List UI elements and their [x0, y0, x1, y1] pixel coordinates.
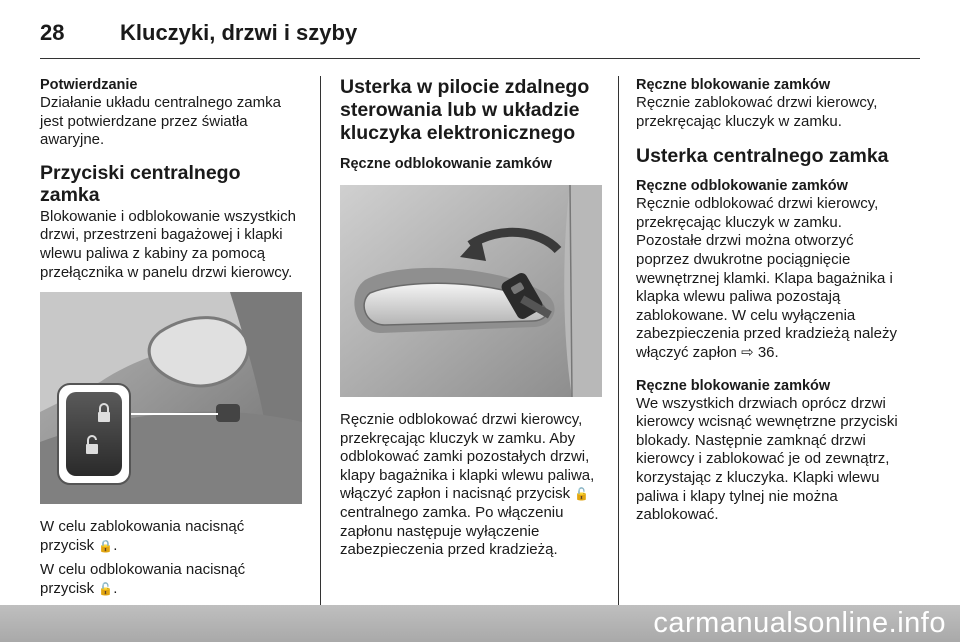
watermark-text: carmanualsonline.info	[653, 607, 946, 639]
central-lock-fault-heading: Usterka centralnego zamka	[636, 145, 889, 168]
lock-period: .	[113, 536, 118, 554]
column-2	[340, 76, 602, 566]
manual-lock-heading: Ręczne blokowanie zamków	[636, 77, 831, 93]
manual-unlock-heading: Ręczne odblokowanie zamków	[340, 156, 552, 172]
manual-unlock-text-2: centralnego zamka. Po włączeniu zapłonu następuje wyłączenie zabezpieczenia przed kradzieżą.	[340, 503, 564, 559]
manual-unlock-text-1: Ręcznie odblokować drzwi kierowcy, przekręcając kluczyk w zamku. Aby odblokować zamki pozostałych drzwi, klapy bagażnika i klapki wlewu paliwa, włączyć zapłon i nacisnąć przycisk	[340, 411, 595, 503]
buttons-heading: Przyciski centralnego zamka	[40, 161, 241, 206]
central-unlock-icon: 🔓	[574, 487, 590, 502]
ref-period: .	[774, 343, 779, 361]
column-1	[40, 76, 302, 605]
page-ref-link[interactable]: 36	[757, 343, 775, 361]
cl-lock-text: We wszystkich drzwiach oprócz drzwi kierowcy wcisnąć wewnętrzne przyciski blokady. Następnie zamknąć drzwi kierowcy i zablokować je od zewnątrz, korzystając z kluczyka. Klapki wlewu paliwa i klapy tylnej nie można zablokować.	[636, 394, 898, 524]
column-divider-1	[320, 76, 321, 606]
unlock-instruction	[40, 561, 302, 598]
page-title: Kluczyki, drzwi i szyby	[120, 20, 358, 45]
column-divider-2	[618, 76, 619, 606]
cl-lock-heading: Ręczne blokowanie zamków	[636, 377, 831, 394]
page-number: 28	[40, 20, 65, 45]
door-switch-figure	[40, 292, 302, 504]
unlock-period: .	[113, 579, 118, 597]
unlock-icon: 🔓	[98, 581, 114, 596]
cl-unlock-text	[636, 195, 904, 362]
manual-unlock-text	[340, 411, 602, 560]
buttons-text: Blokowanie i odblokowanie wszystkich drzwi, przestrzeni bagażowej i klapki wlewu paliwa z kabiny za pomocą przełącznika w panelu drzwi kierowcy.	[40, 207, 296, 281]
cl-unlock-text-body: Ręcznie odblokować drzwi kierowcy, przekręcając kluczyk w zamku. Pozostałe drzwi można otworzyć poprzez dwukrotne pociągnięcie wewnętrznej klamki. Klapa bagażnika i klapka wlewu paliwa pozostają zablokowane. W celu wyłączenia zabezpieczenia przed kradzieżą należy włączyć zapłon	[636, 195, 897, 361]
page-header	[40, 14, 920, 50]
confirm-text: Działanie układu centralnego zamka jest potwierdzane przez światła awaryjne.	[40, 94, 281, 149]
door-switch-illustration	[40, 292, 302, 504]
door-handle-illustration	[340, 185, 602, 397]
door-handle-figure	[340, 185, 602, 397]
header-divider	[40, 58, 920, 59]
watermark-bar	[0, 605, 960, 642]
confirm-heading: Potwierdzanie	[40, 77, 138, 93]
manual-lock-text: Ręcznie zablokować drzwi kierowcy, przekręcając kluczyk w zamku.	[636, 94, 878, 130]
cl-unlock-heading: Ręczne odblokowanie zamków	[636, 178, 848, 195]
unlock-instruction-text: W celu odblokowania nacisnąć przycisk	[40, 561, 246, 597]
page-ref-arrow: ⇨	[741, 343, 754, 361]
lock-instruction	[40, 518, 302, 555]
column-3	[636, 76, 904, 531]
lock-icon: 🔒	[98, 538, 114, 553]
fault-heading: Usterka w pilocie zdalnego sterowania lub w układzie kluczyka elektronicznego	[340, 76, 590, 144]
lock-instruction-text: W celu zablokowania nacisnąć przycisk	[40, 518, 245, 554]
